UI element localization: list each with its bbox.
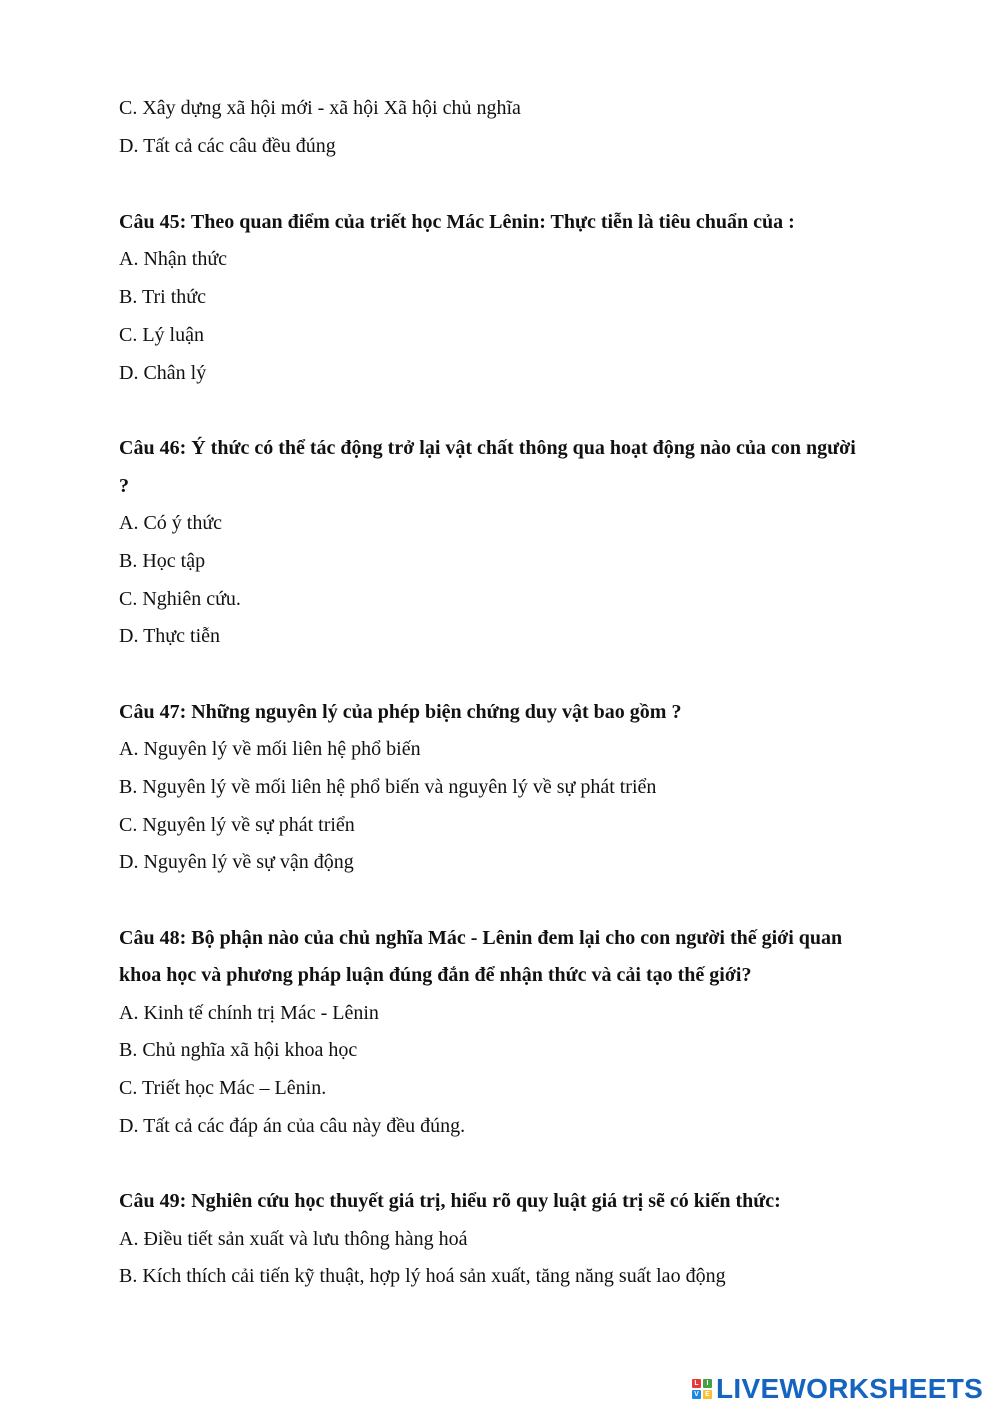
logo-letter-i: I — [703, 1379, 712, 1388]
q48-option-a: A. Kinh tế chính trị Mác - Lênin — [119, 1002, 379, 1024]
question-45: Câu 45: Theo quan điểm của triết học Mác Lênin: Thực tiễn là tiêu chuẩn của : — [119, 211, 795, 233]
q48-option-d: D. Tất cả các đáp án của câu này đều đúng. — [119, 1115, 466, 1137]
q44-option-c: C. Xây dựng xã hội mới - xã hội Xã hội chủ nghĩa — [119, 97, 521, 119]
q48-option-b: B. Chủ nghĩa xã hội khoa học — [119, 1039, 358, 1061]
q47-option-c: C. Nguyên lý về sự phát triển — [119, 814, 355, 836]
liveworksheets-wordmark: LIVEWORKSHEETS — [716, 1373, 984, 1404]
q46-option-d: D. Thực tiễn — [119, 625, 221, 647]
q45-option-d: D. Chân lý — [119, 362, 207, 384]
logo-letter-v: V — [692, 1390, 701, 1399]
q45-option-b: B. Tri thức — [119, 286, 206, 308]
q45-option-c: C. Lý luận — [119, 324, 204, 346]
q47-option-b: B. Nguyên lý về mối liên hệ phổ biến và nguyên lý về sự phát triển — [119, 776, 657, 798]
question-49: Câu 49: Nghiên cứu học thuyết giá trị, hiểu rõ quy luật giá trị sẽ có kiến thức: — [119, 1190, 781, 1212]
q47-option-d: D. Nguyên lý về sự vận động — [119, 851, 354, 873]
q46-option-a: A. Có ý thức — [119, 512, 223, 534]
logo-letter-e: E — [703, 1390, 712, 1399]
liveworksheets-mark-icon — [692, 1379, 712, 1399]
q48-option-c: C. Triết học Mác – Lênin. — [119, 1077, 327, 1099]
q46-option-c: C. Nghiên cứu. — [119, 588, 241, 610]
q49-option-b: B. Kích thích cải tiến kỹ thuật, hợp lý hoá sản xuất, tăng năng suất lao động — [119, 1265, 726, 1287]
q44-option-d: D. Tất cả các câu đều đúng — [119, 135, 336, 157]
question-48-continued: khoa học và phương pháp luận đúng đắn để nhận thức và cải tạo thế giới? — [119, 964, 752, 986]
q46-option-b: B. Học tập — [119, 550, 206, 572]
question-48: Câu 48: Bộ phận nào của chủ nghĩa Mác - Lênin đem lại cho con người thế giới quan — [119, 927, 843, 949]
question-46-continued: ? — [119, 475, 129, 497]
liveworksheets-logo — [692, 1374, 983, 1404]
q45-option-a: A. Nhận thức — [119, 248, 228, 270]
q47-option-a: A. Nguyên lý về mối liên hệ phổ biến — [119, 738, 421, 760]
logo-letter-l: L — [692, 1379, 701, 1388]
question-47: Câu 47: Những nguyên lý của phép biện chứng duy vật bao gồm ? — [119, 701, 682, 723]
q49-option-a: A. Điều tiết sản xuất và lưu thông hàng hoá — [119, 1228, 468, 1250]
question-46: Câu 46: Ý thức có thể tác động trở lại vật chất thông qua hoạt động nào của con người — [119, 437, 856, 459]
